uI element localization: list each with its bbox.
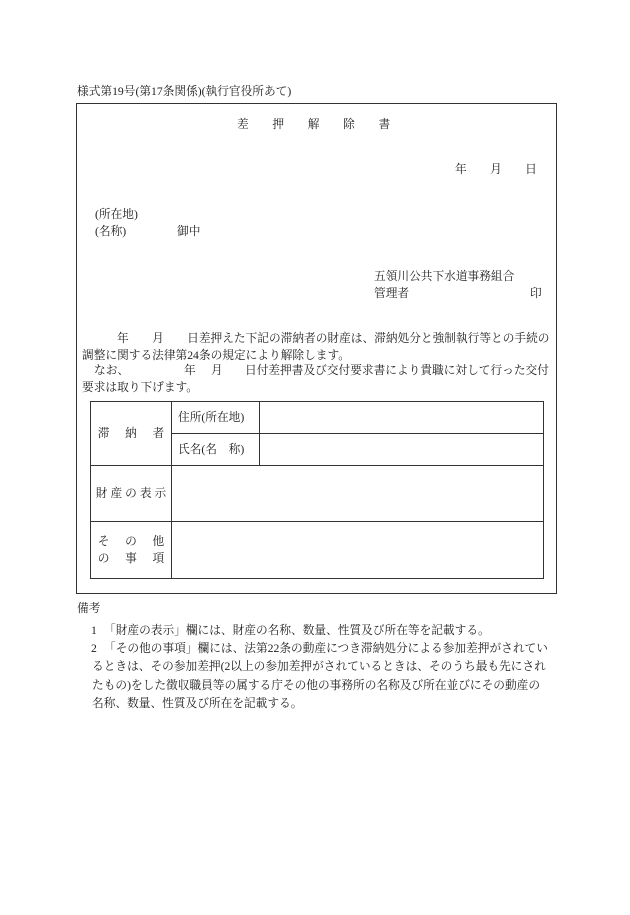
address-label: 住所(所在地) (178, 410, 245, 424)
address-value-cell (260, 402, 544, 434)
other-value-cell (172, 522, 544, 579)
other-label-cell (91, 522, 172, 579)
sender-organization: 五領川公共下水道事務組合 (374, 270, 515, 283)
body-line-3-rest: 日付差押書及び交付要求書により貴職に対して行った交付 (245, 364, 549, 377)
body-line-3-year: 年 (184, 364, 196, 377)
other-label-line-1: そ の 他 (97, 535, 167, 548)
recipient-address-label: (所在地) (95, 208, 138, 221)
remarks-heading: 備考 (77, 602, 101, 615)
body-line-3-prefix: なお、 (94, 364, 130, 377)
sender-title: 管理者 (374, 287, 410, 300)
table-row-other (91, 522, 544, 579)
address-label-cell (172, 402, 260, 434)
remark-2-line-2: るときは、その参加差押(2以上の参加差押がされているときは、そのうち最も先にされ (92, 660, 546, 673)
document-title: 差 押 解 除 書 (237, 118, 397, 131)
delinquent-info-table (90, 401, 544, 579)
delinquent-label: 滞 納 者 (97, 426, 167, 440)
recipient-name-label: (名称) (95, 225, 127, 238)
remark-2-line-1: 「その他の事項」欄には、法第22条の動産につき滞納処分による参加差押がされてい (104, 642, 548, 655)
body-line-3-month: 月 (211, 364, 223, 377)
remark-2-number: 2 (91, 642, 97, 655)
remark-1-number: 1 (91, 624, 97, 637)
property-value-cell (172, 466, 544, 522)
remark-2-line-3: たもの)をした徴収職員等の属する庁その他の事務所の名称及び所在並びにその動産の (92, 679, 541, 692)
remark-1-line-1: 「財産の表示」欄には、財産の名称、数量、性質及び所在等を記載する。 (104, 624, 490, 637)
name-value-cell (260, 434, 544, 466)
form-number: 様式第19号(第17条関係)(執行官役所あて) (77, 85, 292, 98)
name-label-cell (172, 434, 260, 466)
other-label-line-2: の 事 項 (97, 552, 167, 565)
table-row-address (91, 402, 544, 434)
property-label-cell (91, 466, 172, 522)
body-line-2: 調整に関する法律第24条の規定により解除します。 (82, 349, 350, 362)
table-row-property (91, 466, 544, 522)
issue-date: 年 月 日 (455, 163, 537, 176)
recipient-honorific: 御中 (177, 225, 201, 238)
seal-mark: 印 (530, 287, 542, 300)
remark-2-line-4: 名称、数量、性質及び所在を記載する。 (92, 697, 303, 710)
body-line-1: 年 月 日差押えた下記の滞納者の財産は、滞納処分と強制執行等との手続の (117, 332, 550, 345)
name-label: 氏名(名 称) (178, 442, 245, 456)
body-line-4: 要求は取り下げます。 (82, 381, 198, 394)
property-label: 財産の表示 (95, 486, 170, 500)
delinquent-label-cell (91, 402, 172, 466)
